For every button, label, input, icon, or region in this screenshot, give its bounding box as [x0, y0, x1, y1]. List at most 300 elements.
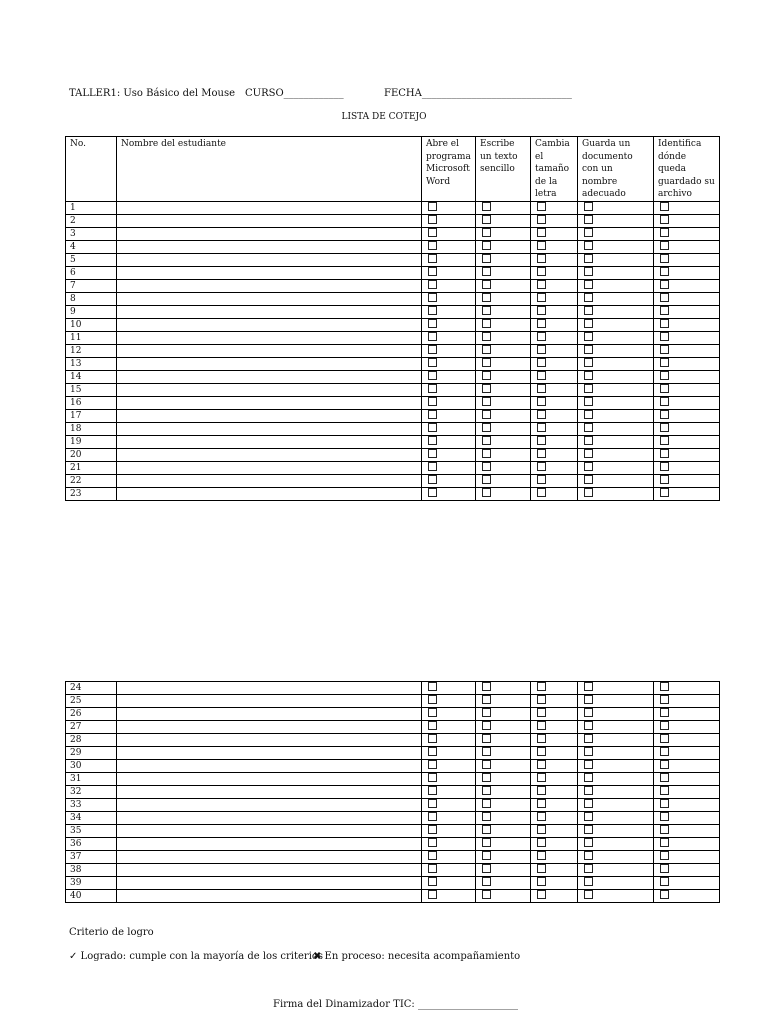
checkbox[interactable] [482, 397, 491, 406]
checkbox[interactable] [660, 462, 669, 471]
checkbox[interactable] [428, 475, 437, 484]
checkbox[interactable] [482, 436, 491, 445]
checkbox[interactable] [428, 332, 437, 341]
checkbox[interactable] [584, 410, 593, 419]
criterion-cell [578, 214, 654, 227]
student-name-cell[interactable] [117, 825, 422, 838]
checkbox[interactable] [428, 890, 437, 899]
criterion-cell [531, 292, 578, 305]
criterion-cell [476, 201, 531, 214]
checkbox[interactable] [482, 747, 491, 756]
checkbox[interactable] [428, 397, 437, 406]
checkbox[interactable] [428, 877, 437, 886]
checkbox[interactable] [482, 306, 491, 315]
checkbox[interactable] [428, 436, 437, 445]
checkbox[interactable] [584, 371, 593, 380]
checkbox[interactable] [537, 721, 546, 730]
criterion-cell [531, 721, 578, 734]
checkbox[interactable] [537, 838, 546, 847]
checkbox[interactable] [660, 708, 669, 717]
criterion-cell [654, 799, 720, 812]
criterion-cell [654, 682, 720, 695]
criterion-cell [578, 409, 654, 422]
checkbox[interactable] [428, 319, 437, 328]
checkbox[interactable] [584, 423, 593, 432]
checkbox[interactable] [537, 695, 546, 704]
checkbox[interactable] [428, 423, 437, 432]
criterion-cell [654, 227, 720, 240]
student-name-cell[interactable] [117, 292, 422, 305]
checkbox[interactable] [584, 799, 593, 808]
criterion-cell [578, 422, 654, 435]
criterion-cell [422, 747, 476, 760]
student-name-cell[interactable] [117, 396, 422, 409]
student-row [66, 734, 720, 747]
criterion-cell [476, 357, 531, 370]
checkbox[interactable] [660, 397, 669, 406]
checkbox[interactable] [584, 851, 593, 860]
checkbox[interactable] [428, 228, 437, 237]
checkbox[interactable] [428, 267, 437, 276]
column-header-criterion: Identifica dónde queda guardado su archivo [654, 137, 720, 202]
criterion-cell [531, 253, 578, 266]
student-name-cell[interactable] [117, 409, 422, 422]
checkbox[interactable] [537, 864, 546, 873]
student-name-cell[interactable] [117, 695, 422, 708]
criterion-cell [531, 812, 578, 825]
checkbox[interactable] [428, 280, 437, 289]
student-name-cell[interactable] [117, 227, 422, 240]
checkbox[interactable] [482, 449, 491, 458]
checkbox[interactable] [537, 332, 546, 341]
checkbox[interactable] [537, 397, 546, 406]
checkbox[interactable] [660, 760, 669, 769]
criterion-cell [654, 448, 720, 461]
checkbox[interactable] [482, 799, 491, 808]
checkbox[interactable] [428, 358, 437, 367]
checkbox[interactable] [584, 488, 593, 497]
checkbox[interactable] [660, 345, 669, 354]
checkbox[interactable] [660, 215, 669, 224]
checkbox[interactable] [660, 423, 669, 432]
checkbox[interactable] [660, 306, 669, 315]
checkbox[interactable] [584, 734, 593, 743]
student-name-cell[interactable] [117, 487, 422, 500]
checkbox[interactable] [537, 254, 546, 263]
student-name-cell[interactable] [117, 747, 422, 760]
criterion-cell [654, 734, 720, 747]
checkbox[interactable] [584, 812, 593, 821]
checkbox[interactable] [537, 799, 546, 808]
student-name-cell[interactable] [117, 370, 422, 383]
checkbox[interactable] [537, 293, 546, 302]
checkbox[interactable] [428, 812, 437, 821]
checkbox[interactable] [660, 293, 669, 302]
checkbox[interactable] [537, 410, 546, 419]
student-name-cell[interactable] [117, 838, 422, 851]
student-name-cell[interactable] [117, 253, 422, 266]
checkbox[interactable] [482, 267, 491, 276]
checkbox[interactable] [482, 410, 491, 419]
checkbox[interactable] [660, 475, 669, 484]
criterion-cell [422, 812, 476, 825]
checkbox[interactable] [660, 682, 669, 691]
checkbox[interactable] [428, 734, 437, 743]
checkbox[interactable] [584, 682, 593, 691]
student-name-cell[interactable] [117, 773, 422, 786]
checkbox[interactable] [660, 838, 669, 847]
checkbox[interactable] [537, 877, 546, 886]
checkbox[interactable] [584, 825, 593, 834]
checkbox[interactable] [482, 254, 491, 263]
student-name-cell[interactable] [117, 890, 422, 903]
checkbox[interactable] [537, 267, 546, 276]
checkbox[interactable] [660, 747, 669, 756]
checkbox[interactable] [537, 786, 546, 795]
checkbox[interactable] [428, 825, 437, 834]
checkbox[interactable] [482, 228, 491, 237]
checkbox[interactable] [660, 254, 669, 263]
criterion-cell [578, 851, 654, 864]
checkbox[interactable] [584, 267, 593, 276]
criterion-cell [422, 695, 476, 708]
checkbox[interactable] [482, 345, 491, 354]
checkbox[interactable] [584, 449, 593, 458]
checkbox[interactable] [537, 488, 546, 497]
student-name-cell[interactable] [117, 305, 422, 318]
checkbox[interactable] [537, 371, 546, 380]
student-row [66, 799, 720, 812]
checkbox[interactable] [584, 332, 593, 341]
criterion-cell [422, 240, 476, 253]
checkbox[interactable] [584, 760, 593, 769]
student-name-cell[interactable] [117, 435, 422, 448]
row-number: 10 [66, 318, 117, 331]
checkbox[interactable] [584, 397, 593, 406]
checkbox[interactable] [482, 721, 491, 730]
checkbox[interactable] [482, 864, 491, 873]
checkbox[interactable] [584, 708, 593, 717]
criterion-cell [422, 786, 476, 799]
checkbox[interactable] [660, 825, 669, 834]
student-row [66, 721, 720, 734]
checkbox[interactable] [428, 254, 437, 263]
checkbox[interactable] [660, 721, 669, 730]
checkbox[interactable] [482, 708, 491, 717]
criterion-cell [654, 253, 720, 266]
checkbox[interactable] [537, 449, 546, 458]
header-row [66, 137, 720, 202]
criterion-cell [578, 305, 654, 318]
checkbox[interactable] [584, 241, 593, 250]
student-name-cell[interactable] [117, 266, 422, 279]
student-name-cell[interactable] [117, 864, 422, 877]
checkbox[interactable] [482, 371, 491, 380]
criterion-cell [654, 331, 720, 344]
criterion-cell [531, 370, 578, 383]
criterion-cell [578, 890, 654, 903]
checkbox[interactable] [660, 202, 669, 211]
checkbox[interactable] [428, 786, 437, 795]
checkbox[interactable] [584, 747, 593, 756]
checkbox[interactable] [584, 773, 593, 782]
checkbox[interactable] [660, 877, 669, 886]
checkbox[interactable] [482, 319, 491, 328]
checkbox[interactable] [537, 280, 546, 289]
checkbox[interactable] [660, 241, 669, 250]
student-name-cell[interactable] [117, 760, 422, 773]
checkbox[interactable] [584, 345, 593, 354]
checkbox[interactable] [660, 488, 669, 497]
checkbox[interactable] [584, 215, 593, 224]
checkbox[interactable] [428, 345, 437, 354]
checkbox[interactable] [537, 760, 546, 769]
criterion-cell [531, 747, 578, 760]
checkbox[interactable] [537, 241, 546, 250]
checkbox[interactable] [584, 436, 593, 445]
checkbox[interactable] [537, 384, 546, 393]
student-name-cell[interactable] [117, 422, 422, 435]
column-header-criterion: Escribe un texto sencillo [476, 137, 531, 202]
checkbox[interactable] [428, 384, 437, 393]
checkbox[interactable] [584, 384, 593, 393]
checkbox[interactable] [537, 773, 546, 782]
checkbox[interactable] [428, 306, 437, 315]
checkbox[interactable] [584, 280, 593, 289]
checkbox[interactable] [428, 747, 437, 756]
checkbox[interactable] [660, 332, 669, 341]
checkbox[interactable] [584, 358, 593, 367]
checkbox[interactable] [660, 786, 669, 795]
student-name-cell[interactable] [117, 240, 422, 253]
student-name-cell[interactable] [117, 279, 422, 292]
checkbox[interactable] [660, 436, 669, 445]
checkbox[interactable] [660, 890, 669, 899]
student-name-cell[interactable] [117, 383, 422, 396]
criterion-cell [578, 838, 654, 851]
checkbox[interactable] [428, 241, 437, 250]
checkbox[interactable] [482, 332, 491, 341]
checkbox[interactable] [537, 358, 546, 367]
criterion-cell [531, 851, 578, 864]
checkbox[interactable] [660, 734, 669, 743]
checkbox[interactable] [537, 708, 546, 717]
checkbox[interactable] [537, 202, 546, 211]
student-row [66, 227, 720, 240]
checkbox[interactable] [428, 202, 437, 211]
checkbox[interactable] [660, 319, 669, 328]
criterion-cell [531, 305, 578, 318]
student-row [66, 890, 720, 903]
checkbox[interactable] [584, 838, 593, 847]
student-name-cell[interactable] [117, 344, 422, 357]
checkbox[interactable] [482, 241, 491, 250]
checkbox[interactable] [482, 293, 491, 302]
checkbox[interactable] [482, 890, 491, 899]
checkbox[interactable] [482, 812, 491, 821]
student-name-cell[interactable] [117, 474, 422, 487]
checkbox[interactable] [537, 462, 546, 471]
checkbox[interactable] [660, 851, 669, 860]
student-name-cell[interactable] [117, 786, 422, 799]
checkbox[interactable] [428, 799, 437, 808]
checkbox[interactable] [428, 721, 437, 730]
checkbox[interactable] [428, 864, 437, 873]
checkbox[interactable] [482, 475, 491, 484]
checkbox[interactable] [482, 851, 491, 860]
checkbox[interactable] [660, 358, 669, 367]
student-name-cell[interactable] [117, 708, 422, 721]
checkbox[interactable] [428, 760, 437, 769]
checkbox[interactable] [482, 280, 491, 289]
checkbox[interactable] [482, 384, 491, 393]
checkbox[interactable] [584, 202, 593, 211]
criterion-cell [531, 734, 578, 747]
student-row [66, 851, 720, 864]
checkbox[interactable] [428, 488, 437, 497]
criterion-cell [531, 435, 578, 448]
student-name-cell[interactable] [117, 448, 422, 461]
criterion-cell [476, 331, 531, 344]
criterion-cell [422, 760, 476, 773]
criterion-cell [476, 383, 531, 396]
criterion-cell [654, 383, 720, 396]
checkbox[interactable] [584, 877, 593, 886]
student-name-cell[interactable] [117, 201, 422, 214]
student-name-cell[interactable] [117, 214, 422, 227]
checkbox[interactable] [584, 293, 593, 302]
checkbox[interactable] [584, 228, 593, 237]
checkbox[interactable] [660, 812, 669, 821]
checkbox[interactable] [660, 410, 669, 419]
checkbox[interactable] [660, 371, 669, 380]
checkbox[interactable] [482, 682, 491, 691]
student-name-cell[interactable] [117, 721, 422, 734]
criterion-cell [654, 435, 720, 448]
criterion-cell [531, 474, 578, 487]
checkbox[interactable] [584, 721, 593, 730]
student-row [66, 435, 720, 448]
course-field[interactable]: CURSO____________ [245, 88, 344, 99]
checkbox[interactable] [537, 475, 546, 484]
student-name-cell[interactable] [117, 812, 422, 825]
checkbox[interactable] [482, 202, 491, 211]
checkbox[interactable] [482, 423, 491, 432]
checkbox[interactable] [482, 462, 491, 471]
student-name-cell[interactable] [117, 851, 422, 864]
checkbox[interactable] [537, 306, 546, 315]
student-name-cell[interactable] [117, 318, 422, 331]
checkbox[interactable] [537, 345, 546, 354]
checkbox[interactable] [482, 825, 491, 834]
checkbox[interactable] [482, 786, 491, 795]
checkbox[interactable] [660, 384, 669, 393]
student-name-cell[interactable] [117, 877, 422, 890]
checkbox[interactable] [482, 215, 491, 224]
checkbox[interactable] [537, 228, 546, 237]
checkbox[interactable] [537, 851, 546, 860]
checkbox[interactable] [584, 475, 593, 484]
checkbox[interactable] [428, 851, 437, 860]
checkbox[interactable] [584, 462, 593, 471]
student-name-cell[interactable] [117, 331, 422, 344]
checkbox[interactable] [584, 306, 593, 315]
signature-line[interactable]: Firma del Dinamizador TIC: ____________________ [273, 999, 518, 1010]
row-number: 38 [66, 864, 117, 877]
checkbox[interactable] [428, 462, 437, 471]
date-field[interactable]: FECHA______________________________ [384, 88, 572, 99]
checkbox[interactable] [537, 215, 546, 224]
checkbox[interactable] [537, 890, 546, 899]
checkbox[interactable] [428, 695, 437, 704]
checkbox[interactable] [660, 267, 669, 276]
student-row [66, 812, 720, 825]
checkbox[interactable] [584, 695, 593, 704]
criterion-cell [476, 760, 531, 773]
checkbox[interactable] [660, 449, 669, 458]
checkbox[interactable] [537, 825, 546, 834]
checkbox[interactable] [537, 682, 546, 691]
checkbox[interactable] [660, 228, 669, 237]
checkbox[interactable] [584, 786, 593, 795]
student-name-cell[interactable] [117, 734, 422, 747]
student-name-cell[interactable] [117, 357, 422, 370]
checkbox[interactable] [482, 488, 491, 497]
checkbox[interactable] [482, 877, 491, 886]
checkbox[interactable] [482, 358, 491, 367]
criterion-cell [578, 877, 654, 890]
criterion-cell [531, 409, 578, 422]
checkbox[interactable] [660, 864, 669, 873]
checkbox[interactable] [428, 371, 437, 380]
checkbox[interactable] [584, 890, 593, 899]
student-name-cell[interactable] [117, 461, 422, 474]
checkbox[interactable] [537, 812, 546, 821]
row-number: 23 [66, 487, 117, 500]
checkbox[interactable] [537, 436, 546, 445]
student-name-cell[interactable] [117, 799, 422, 812]
checkbox[interactable] [482, 734, 491, 743]
checkbox[interactable] [584, 864, 593, 873]
checkbox[interactable] [660, 799, 669, 808]
checkbox[interactable] [428, 410, 437, 419]
checkbox[interactable] [482, 838, 491, 847]
checkbox[interactable] [584, 319, 593, 328]
student-row [66, 253, 720, 266]
checkbox[interactable] [482, 760, 491, 769]
student-name-cell[interactable] [117, 682, 422, 695]
checkbox[interactable] [428, 682, 437, 691]
checkbox[interactable] [660, 773, 669, 782]
criterion-cell [422, 461, 476, 474]
checkbox[interactable] [482, 773, 491, 782]
checkbox[interactable] [428, 708, 437, 717]
checkbox[interactable] [428, 449, 437, 458]
checkbox[interactable] [428, 293, 437, 302]
checkbox[interactable] [584, 254, 593, 263]
checkbox[interactable] [537, 319, 546, 328]
checkbox[interactable] [537, 747, 546, 756]
criterion-cell [422, 734, 476, 747]
checkbox[interactable] [428, 773, 437, 782]
checkbox[interactable] [537, 423, 546, 432]
checkbox[interactable] [428, 838, 437, 847]
checkbox[interactable] [428, 215, 437, 224]
checkbox[interactable] [482, 695, 491, 704]
checkbox[interactable] [537, 734, 546, 743]
checkbox[interactable] [660, 695, 669, 704]
checkbox[interactable] [660, 280, 669, 289]
